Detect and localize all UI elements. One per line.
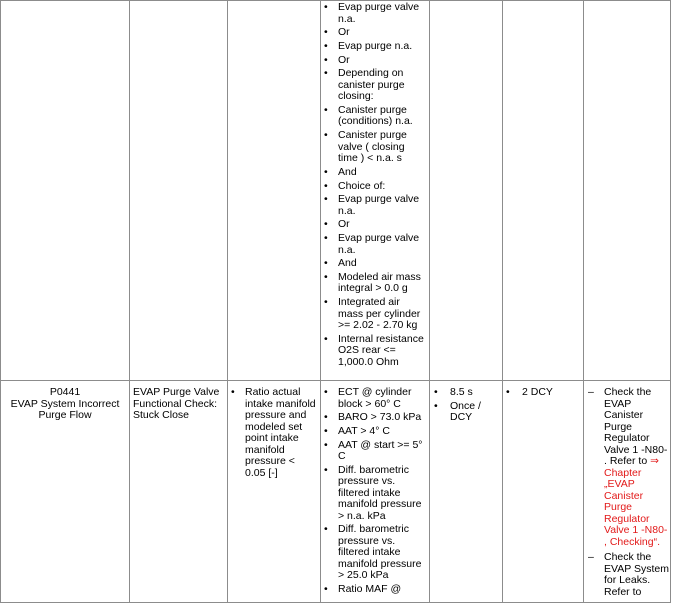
list-item	[584, 387, 670, 548]
list-item: • And	[321, 258, 425, 270]
list-item	[584, 552, 670, 598]
function-cell	[130, 1, 228, 381]
repair-step-text: Check the EVAP Canister Purge Regulator Valve 1 -N80- . Refer to	[604, 386, 668, 467]
table-row	[1, 1, 671, 381]
repair-cell	[584, 1, 671, 381]
list-item: • Diff. barometric pressure vs. filtered intake manifold pressure > n.a. kPa	[321, 465, 425, 523]
chapter-link[interactable]: ⇒ Chapter „EVAP Canister Purge Regulator Valve 1 -N80- , Checking“.	[604, 455, 668, 548]
function-check-text: EVAP Purge Valve Functional Check: Stuck Close	[133, 386, 220, 421]
mil-cell	[503, 1, 584, 381]
list-item: • AAT > 4° C	[321, 426, 425, 438]
mil-list	[503, 381, 583, 399]
conditions-cell	[321, 1, 430, 381]
repair-list	[584, 381, 670, 598]
threshold-list	[228, 381, 320, 479]
list-item: • Once / DCY	[430, 401, 502, 424]
list-item: • Or	[321, 55, 425, 67]
dtc-code: P0441	[49, 386, 81, 398]
list-item: • Choice of:	[321, 181, 425, 193]
time-list	[430, 381, 502, 424]
mil-cell	[503, 381, 584, 603]
list-item: • Or	[321, 27, 425, 39]
list-item: • Canister purge valve ( closing time ) < n.a. s	[321, 130, 425, 165]
list-item: • 8.5 s	[430, 387, 502, 399]
list-item: • Or	[321, 219, 425, 231]
list-item: • Evap purge valve n.a.	[321, 2, 425, 25]
conditions-cell	[321, 381, 430, 603]
list-item: • Evap purge n.a.	[321, 41, 425, 53]
time-cell	[430, 381, 503, 603]
function-cell	[130, 381, 228, 603]
list-item: • Diff. barometric pressure vs. filtered intake manifold pressure > 25.0 kPa	[321, 524, 425, 582]
conditions-list	[321, 381, 429, 596]
list-item: • BARO > 73.0 kPa	[321, 412, 425, 424]
dtc-description: EVAP System Incorrect Purge Flow	[10, 397, 120, 421]
list-item: • Internal resistance O2S rear <= 1,000.0 Ohm	[321, 334, 425, 369]
list-item: • Evap purge valve n.a.	[321, 194, 425, 217]
list-item: • Canister purge (conditions) n.a.	[321, 105, 425, 128]
repair-step-text: Check the EVAP System for Leaks. Refer to	[604, 551, 669, 598]
list-item: • 2 DCY	[503, 387, 583, 399]
threshold-cell	[228, 1, 321, 381]
time-cell	[430, 1, 503, 381]
table-row	[1, 381, 671, 603]
list-item: • Depending on canister purge closing:	[321, 68, 425, 103]
list-item: • And	[321, 167, 425, 179]
list-item: • ECT @ cylinder block > 60° C	[321, 387, 425, 410]
threshold-cell	[228, 381, 321, 603]
dtc-cell	[1, 381, 130, 603]
list-item: • Evap purge valve n.a.	[321, 233, 425, 256]
repair-cell	[584, 381, 671, 603]
list-item: • AAT @ start >= 5° C	[321, 440, 425, 463]
conditions-list	[321, 1, 429, 368]
dtc-cell	[1, 1, 130, 381]
list-item: • Ratio MAF @	[321, 584, 425, 596]
list-item: • Ratio actual intake manifold pressure and modeled set point intake manifold pressure < 0.05 [-]	[228, 387, 316, 479]
list-item: • Modeled air mass integral > 0.0 g	[321, 272, 425, 295]
list-item: • Integrated air mass per cylinder >= 2.02 - 2.70 kg	[321, 297, 425, 332]
